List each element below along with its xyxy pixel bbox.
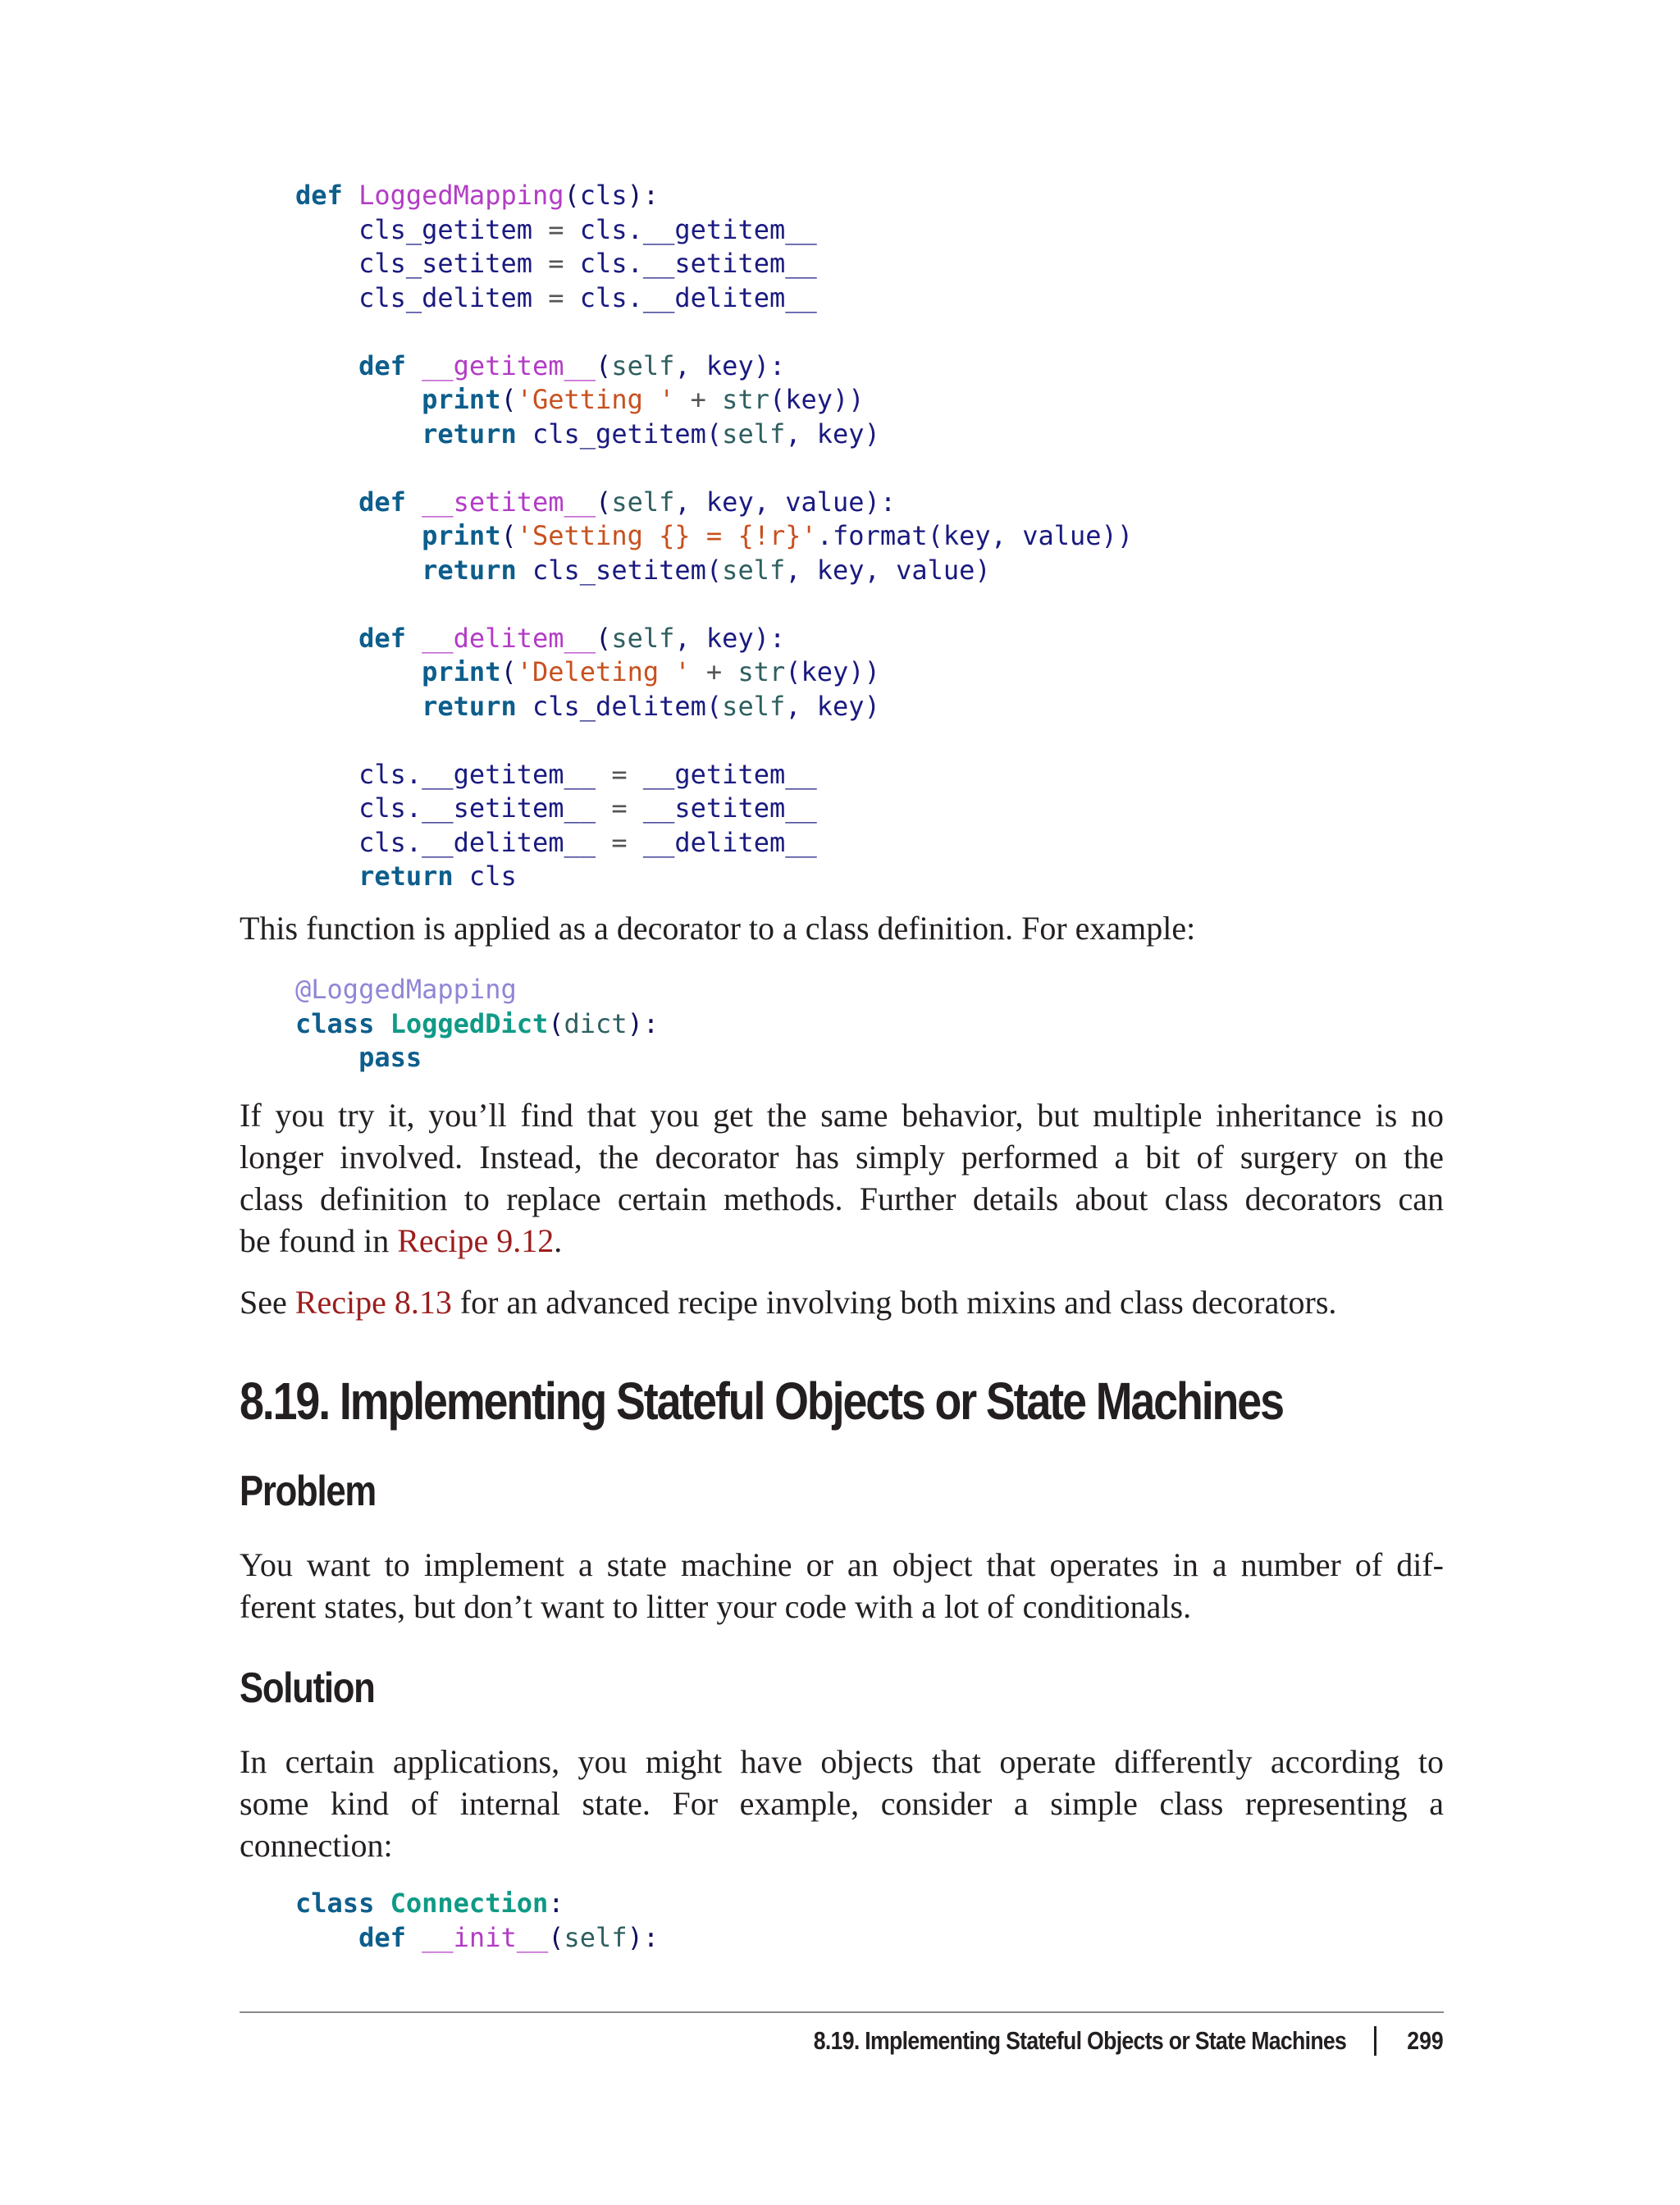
code-token: , key, value)	[785, 554, 991, 586]
code-token	[406, 350, 422, 381]
code-line	[295, 451, 1133, 486]
code-token: =	[611, 792, 628, 824]
code-token	[295, 486, 358, 518]
code-token	[295, 1922, 358, 1953]
code-token: self	[722, 418, 786, 450]
text-run: longer involved. Instead, the decorator has simply performed a bit of surgery on the	[240, 1139, 1444, 1176]
code-line	[295, 486, 1133, 520]
code-token: cls.__setitem__	[295, 792, 612, 824]
code-line	[295, 690, 1133, 724]
code-token: print	[422, 520, 501, 551]
text-run: some kind of internal state. For example, consider a simple class representing a	[240, 1785, 1444, 1822]
code-token: dict	[564, 1007, 628, 1039]
code-token	[295, 520, 422, 551]
code-token: self	[564, 1921, 628, 1953]
code-token: (	[548, 1921, 564, 1953]
footer-rule	[240, 2011, 1444, 2013]
code-token: +	[690, 656, 738, 687]
code-token: __init__	[422, 1921, 549, 1953]
code-token: =	[548, 248, 564, 279]
code-token: =	[611, 758, 628, 790]
text-line	[240, 1220, 1444, 1262]
text-run: class definition to replace certain methods. Further details about class decorators can	[240, 1180, 1444, 1217]
code-token: (	[500, 520, 517, 551]
code-token: 'Deleting '	[516, 656, 691, 687]
code-token: self	[722, 554, 786, 586]
code-token	[374, 1888, 390, 1919]
code-token: class	[295, 1007, 375, 1039]
code-token: ):	[627, 1921, 660, 1953]
code-token	[406, 486, 422, 518]
code-line	[295, 383, 1133, 418]
code-token: Connection	[390, 1888, 549, 1919]
code-token: , key, value):	[674, 486, 897, 518]
code-line	[295, 315, 1133, 349]
code-token: (	[596, 349, 612, 381]
code-token: return	[422, 690, 517, 722]
code-token: __getitem__	[642, 213, 817, 245]
code-token	[295, 350, 358, 381]
text-run: In certain applications, you might have objects that operate differently according to	[240, 1743, 1444, 1780]
code-line	[295, 213, 1133, 248]
text-line	[240, 1136, 1444, 1178]
code-block-logged-dict	[295, 973, 659, 1075]
code-token: (key))	[785, 656, 880, 687]
code-token: pass	[358, 1042, 422, 1073]
code-token	[295, 623, 358, 654]
code-token: +	[674, 384, 723, 415]
code-token: (	[564, 180, 580, 211]
code-block-connection	[295, 1887, 659, 1955]
code-token: , key)	[785, 418, 880, 450]
text-line	[240, 1741, 1444, 1783]
code-token: =	[548, 281, 564, 313]
solution-heading: Solution	[240, 1664, 375, 1712]
code-line	[295, 1007, 659, 1042]
code-token: __delitem__	[642, 281, 817, 313]
paragraph-solution	[240, 1741, 1444, 1866]
code-token: 'Getting '	[516, 384, 675, 415]
code-token: cls_setitem(	[516, 554, 723, 586]
code-line	[295, 247, 1133, 281]
cross-reference-link[interactable]: Recipe 9.12	[397, 1222, 555, 1259]
code-token	[374, 1008, 390, 1039]
text-run: .	[554, 1222, 563, 1259]
code-token: print	[422, 384, 501, 415]
code-token: print	[422, 656, 501, 687]
code-token: def	[358, 486, 406, 518]
text-line	[240, 1586, 1444, 1628]
page-footer	[727, 2025, 1444, 2057]
problem-heading: Problem	[240, 1468, 376, 1515]
code-line	[295, 1887, 659, 1921]
code-token: , key):	[674, 622, 786, 654]
code-line	[295, 792, 1133, 826]
paragraph-decorator-intro	[240, 907, 1444, 949]
cross-reference-link[interactable]: Recipe 8.13	[294, 1284, 452, 1321]
code-line	[295, 758, 1133, 792]
code-token: (	[596, 486, 612, 518]
code-token: :	[548, 1888, 564, 1919]
code-token: 'Setting {} = {!r}'	[516, 520, 817, 551]
text-run: This function is applied as a decorator to a class definition. For example:	[240, 910, 1196, 947]
code-token	[343, 180, 358, 211]
text-run: for an advanced recipe involving both mixins and class decorators.	[451, 1284, 1337, 1321]
code-token: =	[611, 826, 628, 858]
code-token: , key):	[674, 349, 786, 381]
paragraph-see-recipe	[240, 1281, 1444, 1323]
code-line	[295, 519, 1133, 554]
code-token: (	[500, 384, 517, 415]
code-token: LoggedMapping	[358, 180, 564, 211]
code-token: (	[596, 622, 612, 654]
code-token: return	[422, 418, 517, 450]
code-line	[295, 554, 1133, 588]
footer-separator	[1374, 2026, 1376, 2056]
code-token: cls.	[564, 213, 643, 245]
code-line	[295, 349, 1133, 384]
code-token: def	[358, 1921, 406, 1953]
code-token: @LoggedMapping	[295, 974, 517, 1005]
code-token: __setitem__	[422, 486, 596, 518]
code-token	[406, 623, 422, 654]
code-token: str	[737, 656, 786, 687]
code-token: __setitem__	[642, 248, 817, 279]
code-line	[295, 622, 1133, 656]
code-line	[295, 1921, 659, 1956]
code-line	[295, 724, 1133, 758]
code-token: cls.	[564, 281, 643, 313]
code-token: cls.__delitem__	[295, 826, 612, 858]
code-token: self	[611, 486, 675, 518]
code-line	[295, 655, 1133, 690]
code-token: cls.	[564, 248, 643, 279]
text-line	[240, 1094, 1444, 1136]
code-line	[295, 1041, 659, 1075]
page-number: 299	[1407, 2026, 1444, 2055]
code-line	[295, 179, 1133, 213]
text-run: connection:	[240, 1827, 393, 1864]
text-line	[240, 1824, 1444, 1866]
code-token: LoggedDict	[390, 1007, 549, 1039]
code-line	[295, 826, 1133, 861]
code-token	[295, 418, 422, 450]
code-token	[295, 1042, 358, 1073]
code-token: cls_getitem(	[516, 418, 723, 450]
section-title: 8.19. Implementing Stateful Objects or State Machines	[240, 1372, 1283, 1431]
text-run: If you try it, you’ll find that you get the same behavior, but multiple inheritance is no	[240, 1097, 1444, 1134]
code-token: cls	[453, 861, 517, 892]
code-token: cls_getitem	[295, 213, 549, 245]
code-token: return	[358, 861, 454, 892]
code-token: cls_delitem(	[516, 690, 723, 722]
code-token: cls.__getitem__	[295, 758, 612, 790]
code-token: (key))	[769, 384, 865, 415]
paragraph-problem	[240, 1544, 1444, 1628]
code-token	[295, 691, 422, 722]
code-line	[295, 418, 1133, 452]
text-line	[240, 1281, 1444, 1323]
code-token: ):	[627, 180, 660, 211]
code-token: self	[611, 622, 675, 654]
code-token: , key)	[785, 690, 880, 722]
code-token: .format(key, value))	[816, 520, 1134, 551]
text-run: You want to implement a state machine or an object that operates in a number of dif-	[240, 1546, 1444, 1583]
paragraph-try-it	[240, 1094, 1444, 1262]
code-token: __delitem__	[627, 826, 817, 858]
code-token: def	[295, 180, 343, 211]
code-token: self	[722, 690, 786, 722]
code-token: (	[500, 656, 517, 687]
code-token: str	[722, 384, 769, 415]
code-line	[295, 281, 1133, 316]
code-token: __getitem__	[422, 349, 596, 381]
code-token: cls	[579, 180, 628, 211]
code-token	[295, 384, 422, 415]
code-token	[406, 1922, 422, 1953]
footer-running-title: 8.19. Implementing Stateful Objects or State Machines	[813, 2026, 1347, 2055]
code-token: class	[295, 1888, 375, 1919]
code-token	[295, 656, 422, 687]
code-token: def	[358, 622, 406, 654]
code-line	[295, 587, 1133, 622]
code-token: cls_setitem	[295, 248, 549, 279]
text-line	[240, 1178, 1444, 1220]
code-token: =	[548, 213, 564, 245]
code-token: self	[611, 349, 675, 381]
code-token	[295, 555, 422, 586]
text-line	[240, 1544, 1444, 1586]
code-token: __setitem__	[627, 792, 817, 824]
code-line	[295, 860, 1133, 894]
text-line	[240, 907, 1444, 949]
text-run: See	[240, 1284, 295, 1321]
code-token: return	[422, 554, 517, 586]
code-token: cls_delitem	[295, 281, 549, 313]
code-token: __getitem__	[627, 758, 817, 790]
text-line	[240, 1783, 1444, 1824]
code-token: (	[548, 1007, 564, 1039]
code-token: __delitem__	[422, 622, 596, 654]
code-token	[295, 861, 358, 892]
text-run: be found in	[240, 1222, 398, 1259]
code-block-logged-mapping	[295, 179, 1133, 894]
code-token: def	[358, 349, 406, 381]
code-token: ):	[627, 1007, 660, 1039]
code-line	[295, 973, 659, 1007]
text-run: ferent states, but don’t want to litter your code with a lot of conditionals.	[240, 1588, 1192, 1625]
